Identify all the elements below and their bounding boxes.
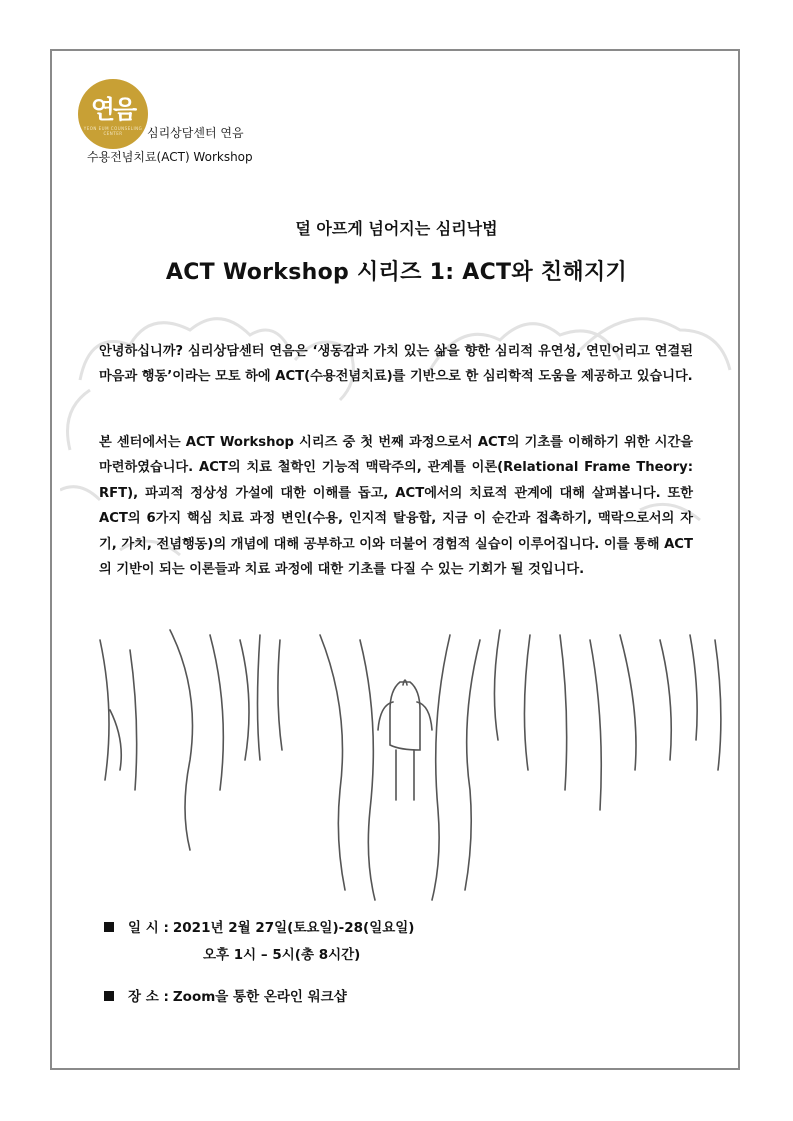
date-label: 일 시 : <box>128 920 169 936</box>
time-line <box>203 943 360 963</box>
place-label: 장 소 : <box>128 989 169 1005</box>
intro-paragraph: 안녕하십니까? 심리상담센터 연음은 ‘생동감과 가치 있는 삶을 향한 심리적 유연성, 연민어리고 연결된 마음과 행동’이라는 모토 하에 ACT(수용전념치료)를 기반으로 한 심리학적 도움을 제공하고 있습니다. <box>99 344 693 385</box>
place-line <box>104 985 347 1005</box>
bullet-square-icon <box>104 922 114 932</box>
date-value: 2021년 2월 27일(토요일)-28(일요일) <box>172 920 415 936</box>
logo-subtext: YEON EUM COUNSELING CENTER <box>83 126 143 136</box>
workshop-description-paragraph: 본 센터에서는 ACT Workshop 시리즈 중 첫 번째 과정으로서 ACT의 기초를 이해하기 위한 시간을 마련하였습니다. ACT의 치료 철학인 기능적 맥락주의, 관계틀 이론(Relational Frame Theory: RFT), 파괴적 정상성 가설에 대한 이해를 돕고, ACT에서의 치료적 관계에 대해 살펴봅니다. 또한 ACT의 6가지 핵심 치료 과정 변인(수용, 인지적 탈융합, 지금 이 순간과 접촉하기, 맥락으로서의 자기, 가치, 전념행동)의 개념에 대해 공부하고 이와 더불어 경험적 실습이 이루어집니다. 이를 통해 ACT의 기반이 되는 이론들과 치료 과정에 대한 기초를 다질 수 있는 기회가 될 것입니다. <box>99 435 693 578</box>
workshop-subtitle: 덜 아프게 넘어지는 심리낙법 <box>295 219 498 238</box>
program-name: 수용전념치료(ACT) Workshop <box>87 150 253 164</box>
organization-name: 심리상담센터 연음 <box>147 126 244 140</box>
center-logo <box>78 79 148 149</box>
workshop-title: ACT Workshop 시리즈 1: ACT와 친해지기 <box>165 260 628 285</box>
place-value: Zoom을 통한 온라인 워크샵 <box>172 989 347 1005</box>
time-value: 오후 1시 – 5시(총 8시간) <box>203 947 361 963</box>
bullet-square-icon <box>104 991 114 1001</box>
logo-text: 연음 <box>90 95 136 124</box>
date-line <box>104 916 414 936</box>
